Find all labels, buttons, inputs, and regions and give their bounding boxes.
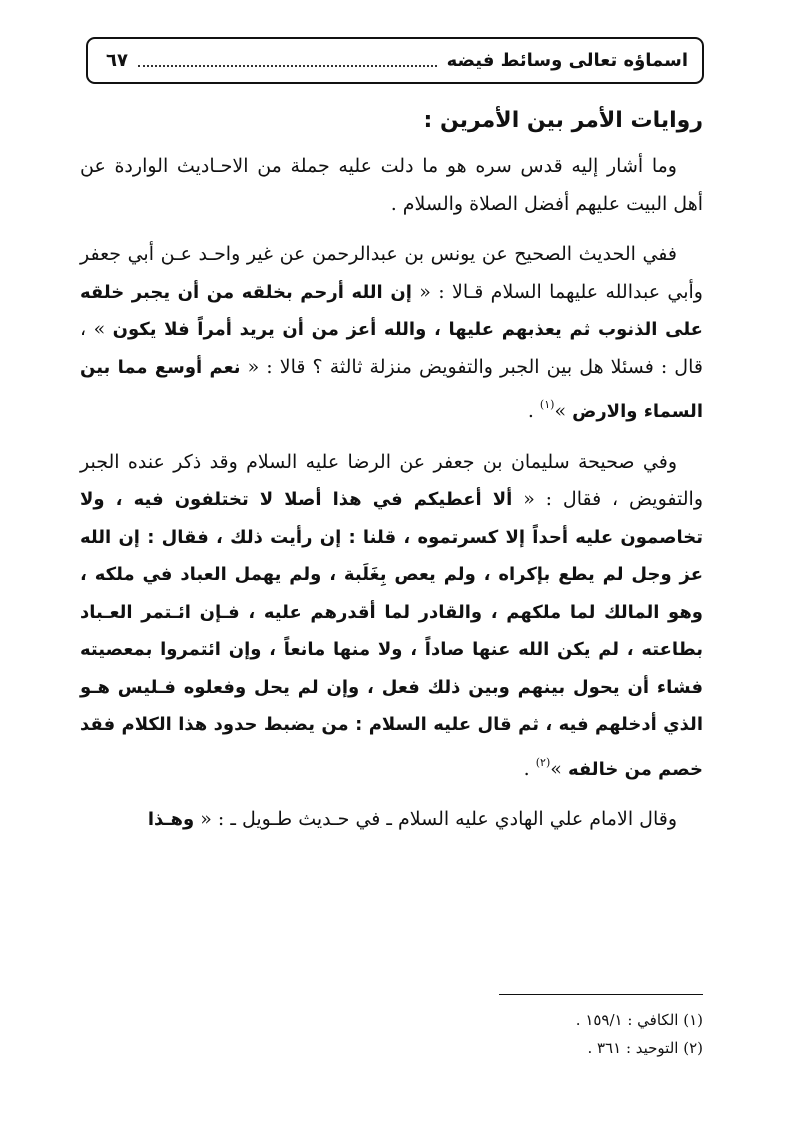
footnote-marker: (١) bbox=[539, 398, 555, 411]
body-text bbox=[80, 148, 703, 839]
header-leader-dots bbox=[138, 55, 437, 67]
quoted-text: وهـذا bbox=[147, 809, 195, 830]
quoted-text: نعم أوسع مما بين السماء والارض bbox=[80, 356, 703, 422]
paragraph-text: وفي صحيحة سليمان بن جعفر عن الرضا عليه السلام وقد ذكر عنده الجبر والتفويض ، فقال : « bbox=[80, 450, 704, 510]
paragraph-text: . bbox=[523, 757, 536, 780]
running-header bbox=[86, 37, 704, 84]
paragraph bbox=[80, 148, 703, 223]
quoted-text: إن الله أرحم بخلقه من أن يجبر خلقه على الذنوب ثم يعذبهم عليها ، والله أعز من أن يريد أمراً فلا يكون bbox=[80, 281, 703, 340]
paragraph bbox=[80, 444, 703, 789]
paragraph-text: » ، قال : فسئلا هل بين الجبر والتفويض منزلة ثالثة ؟ قالا : « bbox=[80, 318, 703, 378]
paragraph-text: » bbox=[554, 400, 573, 422]
footnote: (١) الكافي : ١٥٩/١ . bbox=[575, 1011, 703, 1029]
footnotes bbox=[576, 1006, 703, 1062]
quoted-text: ألا أعطيكم في هذا أصلا لا تختلفون فيه ، ولا تخاصمون عليه أحداً إلا كسرتموه ، قلنا : إن رأيت ذلك ، فقال : إن الله عز وجل لم يطع بإكراه ، ولم يعص بِغَلَبة ، ولم يهمل العباد في ملكه ، وهو المالك لما ملكهم ، والقادر لما أقدرهم عليه ، فـإن ائـتمر العـباد بطاعته ، لم يكن الله عنها صاداً ، ولا منها مانعاً ، وإن ائتمروا بمعصيته فشاء أن يحول بينهم وبين ذلك فعل ، وإن لم يحل وفعلوه فـليس هـو الذي أدخلهم فيه ، ثم قال عليه السلام : من يضبط حدود هذا الكلام فقد خصم من خالفه bbox=[80, 489, 703, 780]
paragraph-text: » bbox=[550, 757, 568, 780]
paragraph-text: وما أشار إليه قدس سره هو ما دلت عليه جملة من الاحـاديث الواردة عن أهل البيت عليهم أفضل الصلاة والسلام . bbox=[80, 155, 703, 215]
paragraph-text: وقال الامام علي الهادي عليه السلام ـ في حـديث طـويل ـ : « bbox=[194, 808, 677, 830]
section-heading: روايات الأمر بين الأمرين : bbox=[423, 108, 703, 133]
footnote-separator bbox=[499, 994, 703, 995]
paragraph bbox=[80, 236, 703, 431]
header-title: اسماؤه تعالى وسائط فيضه bbox=[446, 50, 688, 71]
footnote-marker: (٢) bbox=[535, 755, 551, 769]
paragraph-text: . bbox=[527, 400, 540, 422]
paragraph bbox=[80, 801, 703, 839]
footnote: (٢) التوحيد : ٣٦١ . bbox=[587, 1039, 703, 1057]
paragraph-text: ففي الحديث الصحيح عن يونس بن عبدالرحمن عن غير واحـد عـن أبي جعفر وأبي عبدالله عليهما السلام قـالا : « bbox=[80, 243, 703, 303]
page-number: ٦٧ bbox=[106, 50, 128, 71]
